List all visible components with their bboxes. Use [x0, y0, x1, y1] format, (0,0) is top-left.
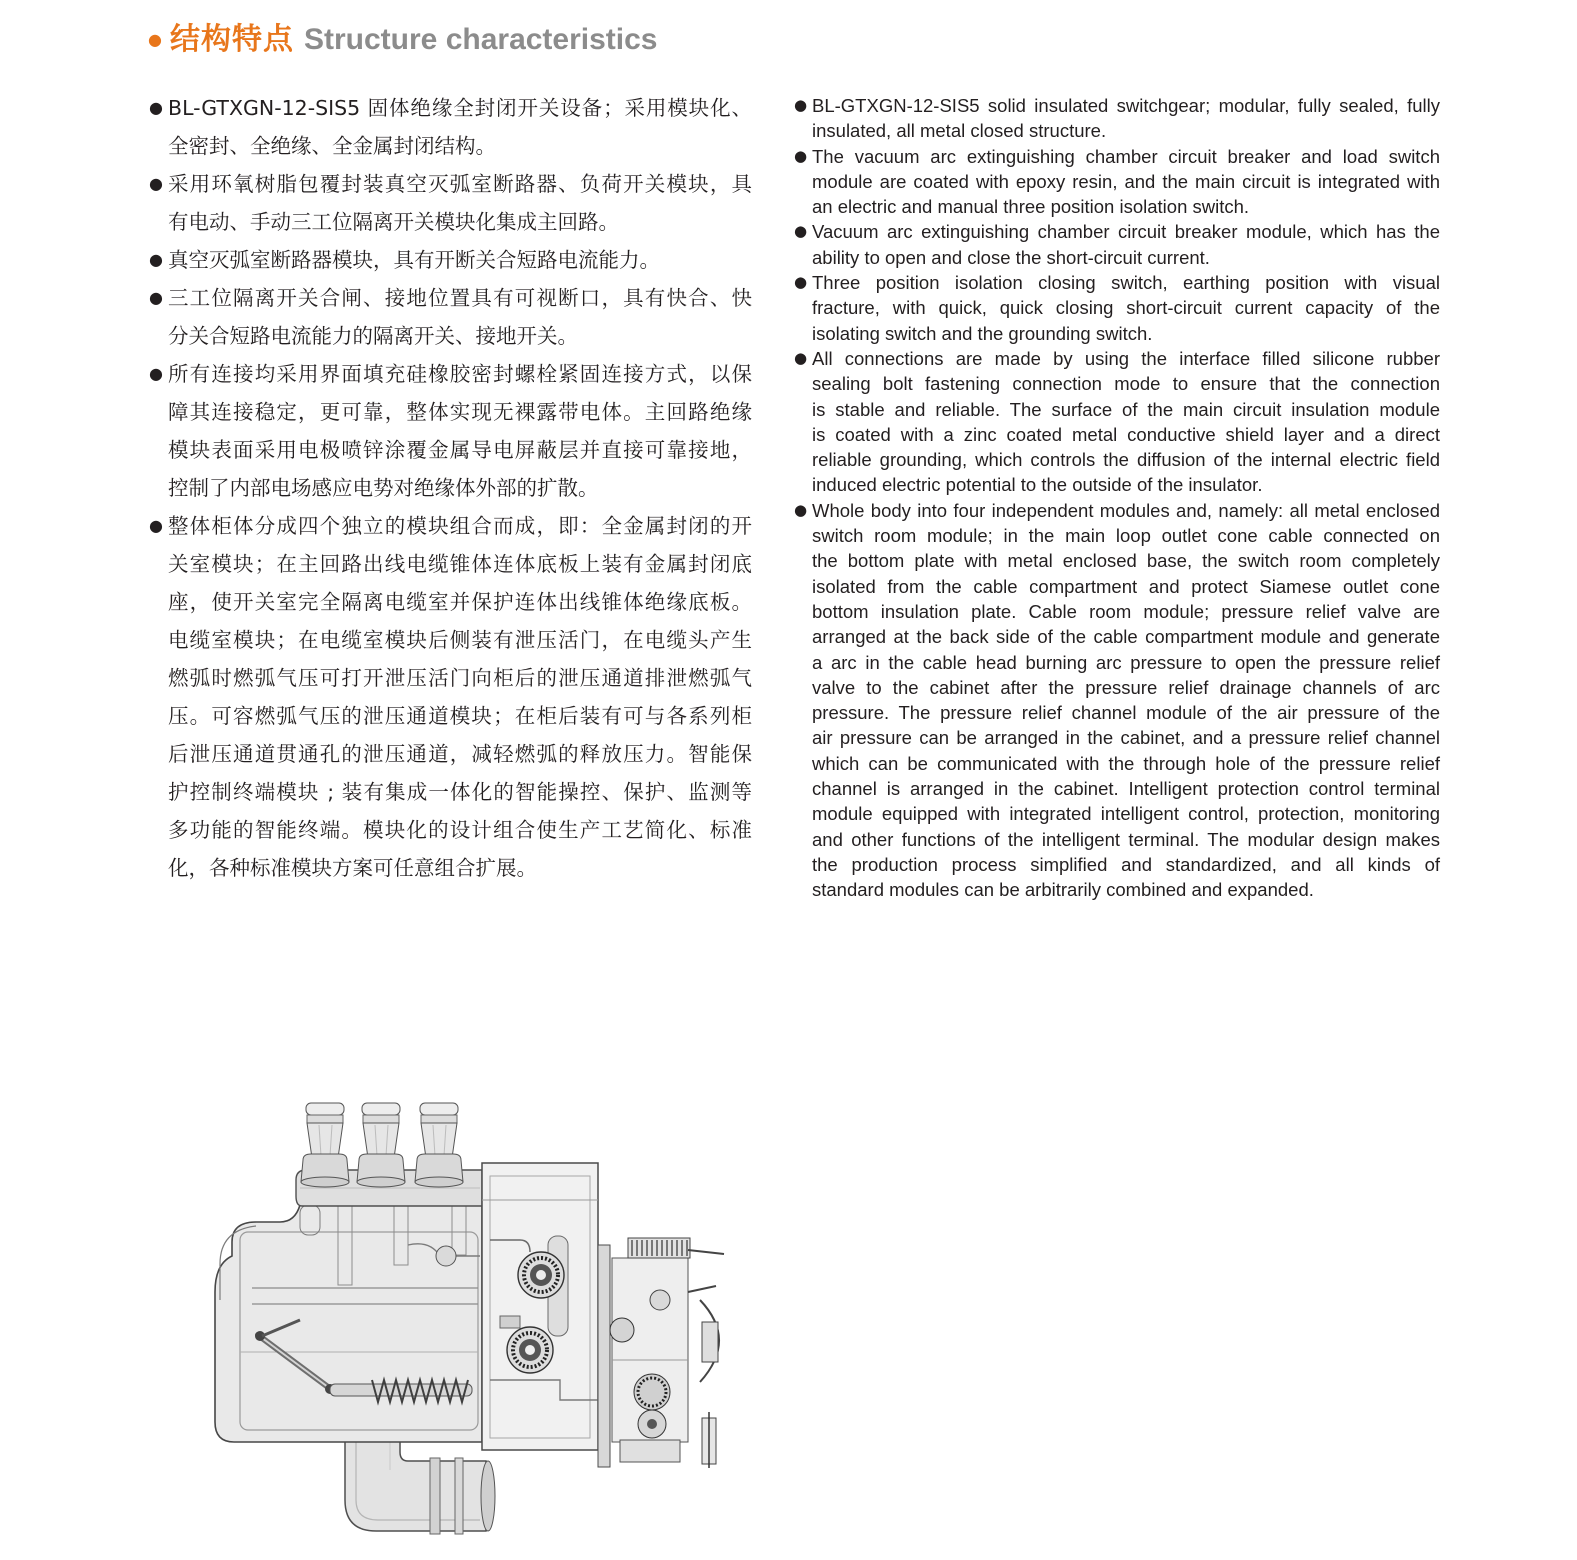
en-list-item — [795, 270, 1440, 346]
title-bullet-dot: ● — [148, 30, 162, 49]
bullet-dot: ● — [149, 174, 163, 193]
operating-mechanism — [598, 1238, 724, 1468]
zh-text-line: 模块表面采用电极喷锌涂覆金属导电屏蔽层并直接可靠接地， — [168, 438, 752, 462]
switch-box — [482, 1163, 598, 1450]
en-text-line: insulated, all metal closed structure. — [812, 120, 1107, 142]
en-text-line: Whole body into four independent modules and, namely: all metal enclosed — [812, 499, 1440, 521]
en-text-line: and other functions of the intelligent terminal. The modular design makes — [812, 828, 1440, 850]
bullet-dot: ● — [794, 348, 808, 367]
bushing — [415, 1103, 463, 1187]
en-list-item — [795, 93, 1440, 144]
zh-list-item — [150, 165, 752, 241]
bullet-dot: ● — [149, 250, 163, 269]
zh-text-line: 三工位隔离开关合闸、接地位置具有可视断口，具有快合、快 — [168, 286, 752, 310]
en-list-item — [795, 219, 1440, 270]
en-text-line: The vacuum arc extinguishing chamber circuit breaker and load switch — [812, 145, 1440, 167]
zh-text-line: 整体柜体分成四个独立的模块组合而成，即：全金属封闭的开 — [168, 514, 752, 538]
en-list-item — [795, 346, 1440, 498]
en-list-item — [795, 144, 1440, 220]
en-text-line: sealing bolt fastening connection mode to ensure that the connection — [812, 373, 1440, 395]
en-text-line: reliable grounding, which controls the diffusion of the internal electric field — [812, 449, 1440, 471]
zh-text-line: 所有连接均采用界面填充硅橡胶密封螺栓紧固连接方式，以保 — [168, 362, 752, 386]
en-text-line: air pressure can be arranged in the cabinet, and a pressure relief channel — [812, 727, 1440, 749]
en-text-line: isolated from the cable compartment and protect Siamese outlet cone — [812, 575, 1440, 597]
bullet-dot: ● — [794, 273, 808, 292]
en-text-line: Vacuum arc extinguishing chamber circuit breaker module, which has the — [812, 221, 1440, 243]
zh-text-line: 障其连接稳定，更可靠，整体实现无裸露带电体。主回路绝缘 — [168, 400, 752, 424]
bushing — [357, 1103, 405, 1187]
en-text-line: induced electric potential to the outside of the insulator. — [812, 474, 1263, 496]
en-text-line: bottom insulation plate. Cable room module; pressure relief valve are — [812, 600, 1440, 622]
bullet-dot: ● — [149, 98, 163, 117]
bushing — [301, 1103, 349, 1187]
en-text-line: ability to open and close the short-circuit current. — [812, 246, 1210, 268]
zh-text-line: 分关合短路电流能力的隔离开关、接地开关。 — [168, 324, 578, 348]
zh-text-line: 后泄压通道贯通孔的泄压通道，减轻燃弧的释放压力。智能保 — [168, 742, 752, 766]
en-text-line: an electric and manual three position isolation switch. — [812, 196, 1250, 218]
zh-list-item — [150, 279, 752, 355]
en-text-line: arranged at the back side of the cable compartment module and generate — [812, 626, 1440, 648]
section-title-english: Structure characteristics — [304, 23, 658, 56]
english-feature-list — [795, 93, 1440, 903]
zh-text-line: 座，使开关室完全隔离电缆室并保护连体出线锥体绝缘底板。 — [168, 590, 752, 614]
zh-list-item — [150, 355, 752, 507]
bullet-dot: ● — [149, 516, 163, 535]
bullet-dot: ● — [149, 288, 163, 307]
zh-list-item — [150, 507, 752, 887]
en-text-line: isolating switch and the grounding switch. — [812, 322, 1153, 344]
operating-gear — [507, 1327, 553, 1373]
en-text-line: the bottom plate with metal enclosed base, the switch room completely — [812, 550, 1440, 572]
en-text-line: pressure. The pressure relief channel module of the air pressure of the — [812, 702, 1440, 724]
en-text-line: fracture, with quick, quick closing short-circuit current capacity of the — [812, 297, 1440, 319]
zh-text-line: 真空灭弧室断路器模块，具有开断关合短路电流能力。 — [168, 248, 660, 272]
en-text-line: Three position isolation closing switch, earthing position with visual — [812, 272, 1440, 294]
zh-text-line: 护控制终端模块 ; 装有集成一体化的智能操控、保护、监测等 — [168, 780, 752, 804]
bullet-dot: ● — [794, 222, 808, 241]
zh-text-line: 化，各种标准模块方案可任意组合扩展。 — [168, 856, 537, 880]
zh-text-line: 有电动、手动三工位隔离开关模块化集成主回路。 — [168, 210, 619, 234]
en-text-line: module are coated with epoxy resin, and the main circuit is integrated with — [812, 170, 1440, 192]
en-list-item — [795, 498, 1440, 903]
zh-list-item — [150, 89, 752, 165]
en-text-line: module equipped with integrated intelligent control, protection, monitoring — [812, 803, 1440, 825]
bullet-dot: ● — [794, 500, 808, 519]
zh-text-line: 关室模块；在主回路出线电缆锥体连体底板上装有金属封闭底 — [168, 552, 752, 576]
switchgear-illustration — [205, 1090, 745, 1550]
en-text-line: All connections are made by using the interface filled silicone rubber — [812, 347, 1440, 369]
en-text-line: valve to the cabinet after the pressure relief drainage channels of arc — [812, 676, 1440, 698]
en-text-line: standard modules can be arbitrarily combined and expanded. — [812, 879, 1314, 901]
zh-text-line: 多功能的智能终端。模块化的设计组合使生产工艺简化、标准 — [168, 818, 752, 842]
zh-text-line: 电缆室模块；在电缆室模块后侧装有泄压活门，在电缆头产生 — [168, 628, 752, 652]
chinese-feature-list — [150, 89, 752, 887]
en-text-line: is stable and reliable. The surface of the main circuit insulation module — [812, 398, 1440, 420]
insulated-tank-body — [215, 1200, 482, 1442]
en-text-line: channel is arranged in the cabinet. Intelligent protection control terminal — [812, 778, 1440, 800]
zh-text-line: 全密封、全绝缘、全金属封闭结构。 — [168, 134, 496, 158]
section-title-chinese: 结构特点 — [170, 23, 294, 56]
zh-text-line: 采用环氧树脂包覆封装真空灭弧室断路器、负荷开关模块，具 — [168, 172, 752, 196]
en-text-line: which can be communicated with the through hole of the pressure relief — [812, 752, 1440, 774]
zh-text-line: BL-GTXGN-12-SIS5 固体绝缘全封闭开关设备；采用模块化、 — [168, 96, 752, 120]
zh-text-line: 燃弧时燃弧气压可打开泄压活门向柜后的泄压通道排泄燃弧气 — [168, 666, 752, 690]
en-text-line: a arc in the cable head burning arc pressure to open the pressure relief — [812, 651, 1440, 673]
zh-text-line: 压。可容燃弧气压的泄压通道模块；在柜后装有可与各系列柜 — [168, 704, 752, 728]
en-text-line: is coated with a zinc coated metal conductive shield layer and a direct — [812, 423, 1440, 445]
zh-list-item — [150, 241, 752, 279]
operating-gear — [518, 1252, 564, 1298]
en-text-line: switch room module; in the main loop outlet cone cable connected on — [812, 525, 1440, 547]
en-text-line: the production process simplified and standardized, and all kinds of — [812, 853, 1440, 875]
zh-text-line: 控制了内部电场感应电势对绝缘体外部的扩散。 — [168, 476, 599, 500]
bullet-dot: ● — [794, 96, 808, 114]
bullet-dot: ● — [149, 364, 163, 383]
en-text-line: BL-GTXGN-12-SIS5 solid insulated switchgear; modular, fully sealed, fully — [812, 95, 1440, 116]
section-title — [148, 20, 658, 60]
bullet-dot: ● — [794, 146, 808, 165]
